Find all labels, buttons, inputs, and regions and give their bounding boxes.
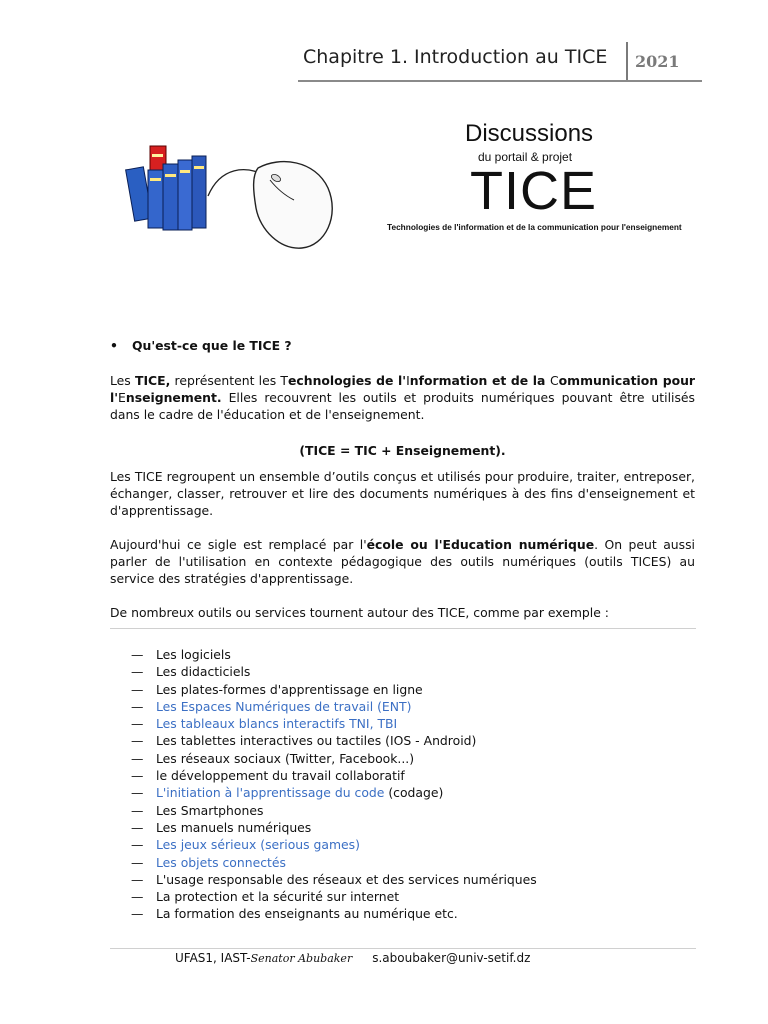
footer-email[interactable]: s.aboubaker@univ-setif.dz <box>372 951 531 965</box>
header-rule <box>298 80 702 82</box>
list-item: — Les Espaces Numériques de travail (ENT) <box>131 698 412 714</box>
list-item: — Les logiciels <box>131 647 231 662</box>
logo-tagline: Technologies de l'information et de la communication pour l'enseignement <box>387 222 682 232</box>
computer-mouse-icon <box>254 162 333 249</box>
footer-signature: Senator Abubaker <box>250 952 353 965</box>
books-mouse-illustration <box>120 138 345 258</box>
link-connected-objects[interactable]: Les objets connectés <box>156 854 286 870</box>
list-item: — La protection et la sécurité sur internet <box>131 889 400 905</box>
list-item: — L'initiation à l'apprentissage du code (codage) <box>131 785 444 801</box>
list-item: — Les tablettes interactives ou tactiles (IOS - Android) <box>131 733 477 749</box>
page-header-title: Chapitre 1. Introduction au TICE <box>303 46 608 68</box>
tice-description-paragraph: Les TICE regroupent un ensemble d’outils conçus et utilisés pour produire, traiter, entreposer, échanger, classer, retrouver et lire des documents numériques à des fins d'enseignement et d'apprentissage. <box>110 469 695 518</box>
logo-subtitle: du portail & projet <box>478 150 573 164</box>
page-footer <box>175 951 530 965</box>
tice-equation: (TICE = TIC + Enseignement). <box>299 443 506 458</box>
link-tni-tbi[interactable]: Les tableaux blancs interactifs TNI, TBI <box>156 716 398 732</box>
logo-tice-text: TICE <box>470 161 598 221</box>
section-divider <box>110 628 696 629</box>
list-item: — L'usage responsable des réseaux et des services numériques <box>131 871 537 887</box>
list-item: — Les plates-formes d'apprentissage en ligne <box>131 681 423 697</box>
header-year: 2021 <box>635 52 680 71</box>
list-item: — Les objets connectés <box>131 854 286 870</box>
tools-intro-paragraph: De nombreux outils ou services tournent autour des TICE, comme par exemple : <box>110 605 609 620</box>
footer-institution: UFAS1, IAST- <box>175 951 251 965</box>
bullet-icon: • <box>110 338 118 353</box>
list-item: — Les réseaux sociaux (Twitter, Facebook...) <box>131 750 415 766</box>
digital-education-paragraph: Aujourd'hui ce sigle est remplacé par l'école ou l'Education numérique. On peut aussi parler de l'utilisation en contexte pédagogique des outils numériques (outils TICES) au service des stratégies d'apprentissage. <box>110 537 695 586</box>
footer-rule <box>110 948 696 949</box>
header-divider <box>626 42 628 82</box>
link-serious-games[interactable]: Les jeux sérieux (serious games) <box>156 837 360 853</box>
list-item: — Les tableaux blancs interactifs TNI, TBI <box>131 716 398 732</box>
list-item: — Les manuels numériques <box>131 819 312 835</box>
question-text: Qu'est-ce que le TICE ? <box>132 338 292 353</box>
section-question <box>110 338 292 353</box>
blue-books-icon <box>126 156 206 230</box>
list-item: — Les jeux sérieux (serious games) <box>131 837 360 853</box>
tools-list <box>131 646 537 923</box>
list-item: — le développement du travail collaboratif <box>131 768 405 784</box>
list-item: — La formation des enseignants au numérique etc. <box>131 906 458 922</box>
link-code-initiation[interactable]: L'initiation à l'apprentissage du code <box>156 785 385 801</box>
definition-paragraph: Les TICE, représentent les Technologies de l'Information et de la Communication pour l'Enseignement. Elles recouvrent les outils et produits numériques pouvant être utilisés dans le cadre de l'éducation et de l'enseignement. <box>110 373 696 422</box>
list-item: — Les Smartphones <box>131 802 264 818</box>
list-item: — Les didacticiels <box>131 664 251 680</box>
logo-discussions-text: Discussions <box>465 120 594 147</box>
link-ent[interactable]: Les Espaces Numériques de travail (ENT) <box>156 698 412 714</box>
